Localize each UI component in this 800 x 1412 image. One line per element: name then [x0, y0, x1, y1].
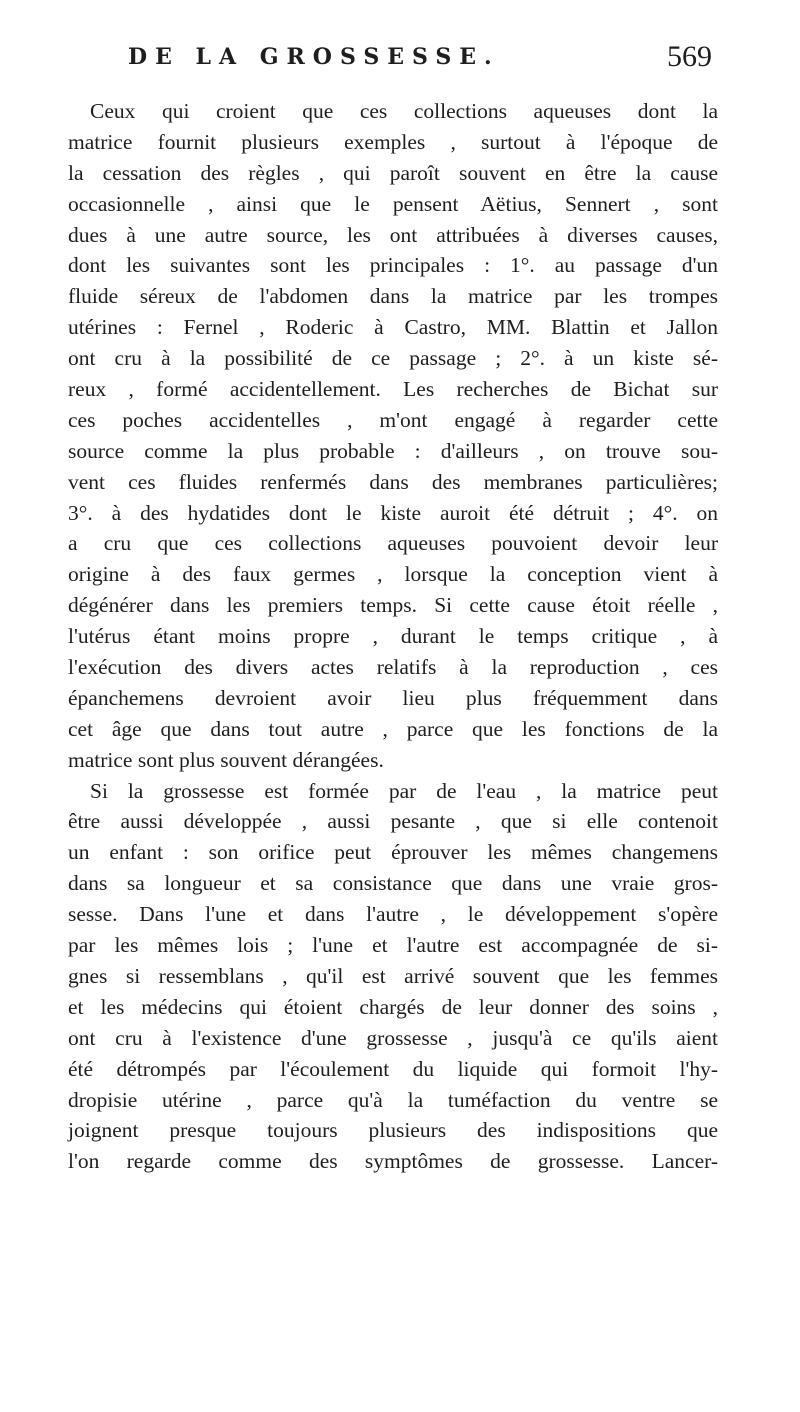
text-line: fluide séreux de l'abdomen dans la matrice par les trompes — [68, 284, 718, 309]
page-number: 569 — [667, 40, 712, 73]
text-line: Si la grossesse est formée par de l'eau , la matrice peut — [90, 778, 718, 803]
text-line: sesse. Dans l'une et dans l'autre , le développement s'opère — [68, 902, 718, 927]
text-line: joignent presque toujours plusieurs des indispositions que — [68, 1118, 718, 1143]
text-line: reux , formé accidentellement. Les recherches de Bichat sur — [68, 377, 718, 402]
text-line: et les médecins qui étoient chargés de leur donner des soins , — [68, 994, 718, 1019]
text-line: dont les suivantes sont les principales : 1°. au passage d'un — [68, 253, 718, 278]
text-line: utérines : Fernel , Roderic à Castro, MM. Blattin et Jallon — [68, 315, 718, 340]
text-line: dégénérer dans les premiers temps. Si cette cause étoit réelle , — [68, 593, 718, 618]
text-line: été détrompés par l'écoulement du liquide qui formoit l'hy- — [68, 1056, 718, 1081]
text-line: l'exécution des divers actes relatifs à la reproduction , ces — [68, 655, 718, 680]
text-line: Ceux qui croient que ces collections aqueuses dont la — [90, 99, 718, 123]
text-line: ont cru à la possibilité de ce passage ; 2°. à un kiste sé- — [68, 346, 718, 371]
text-line: a cru que ces collections aqueuses pouvoient devoir leur — [68, 531, 718, 556]
body-text — [68, 96, 718, 1177]
text-line: la cessation des règles , qui paroît souvent en être la cause — [68, 160, 718, 185]
text-line: dropisie utérine , parce qu'à la tuméfaction du ventre se — [68, 1087, 718, 1112]
text-line: ces poches accidentelles , m'ont engagé à regarder cette — [68, 407, 718, 432]
text-line: vent ces fluides renfermés dans des membranes particulières; — [68, 469, 718, 494]
text-line: par les mêmes lois ; l'une et l'autre est accompagnée de si- — [68, 933, 718, 958]
text-line: l'utérus étant moins propre , durant le temps critique , à — [68, 624, 718, 649]
text-line: un enfant : son orifice peut éprouver les mêmes changemens — [68, 840, 718, 865]
text-line: l'on regarde comme des symptômes de grossesse. Lancer- — [68, 1149, 718, 1174]
text-line: dues à une autre source, les ont attribuées à diverses causes, — [68, 222, 718, 247]
text-line: ont cru à l'existence d'une grossesse , jusqu'à ce qu'ils aient — [68, 1025, 718, 1050]
running-head: DE LA GROSSESSE. — [128, 44, 500, 70]
text-line: cet âge que dans tout autre , parce que les fonctions de la — [68, 716, 718, 741]
text-line: 3°. à des hydatides dont le kiste auroit été détruit ; 4°. on — [68, 500, 718, 525]
text-line: épanchemens devroient avoir lieu plus fréquemment dans — [68, 685, 718, 710]
page-header — [128, 40, 712, 84]
text-line: origine à des faux germes , lorsque la conception vient à — [68, 562, 718, 587]
text-line: être aussi développée , aussi pesante , que si elle contenoit — [68, 809, 718, 834]
text-line: matrice sont plus souvent dérangées. — [68, 747, 384, 772]
text-line: source comme la plus probable : d'ailleurs , on trouve sou- — [68, 438, 718, 463]
text-line: matrice fournit plusieurs exemples , surtout à l'époque de — [68, 129, 718, 154]
text-line: occasionnelle , ainsi que le pensent Aëtius, Sennert , sont — [68, 191, 718, 216]
text-line: dans sa longueur et sa consistance que dans une vraie gros- — [68, 871, 718, 896]
text-line: gnes si ressemblans , qu'il est arrivé souvent que les femmes — [68, 963, 718, 988]
